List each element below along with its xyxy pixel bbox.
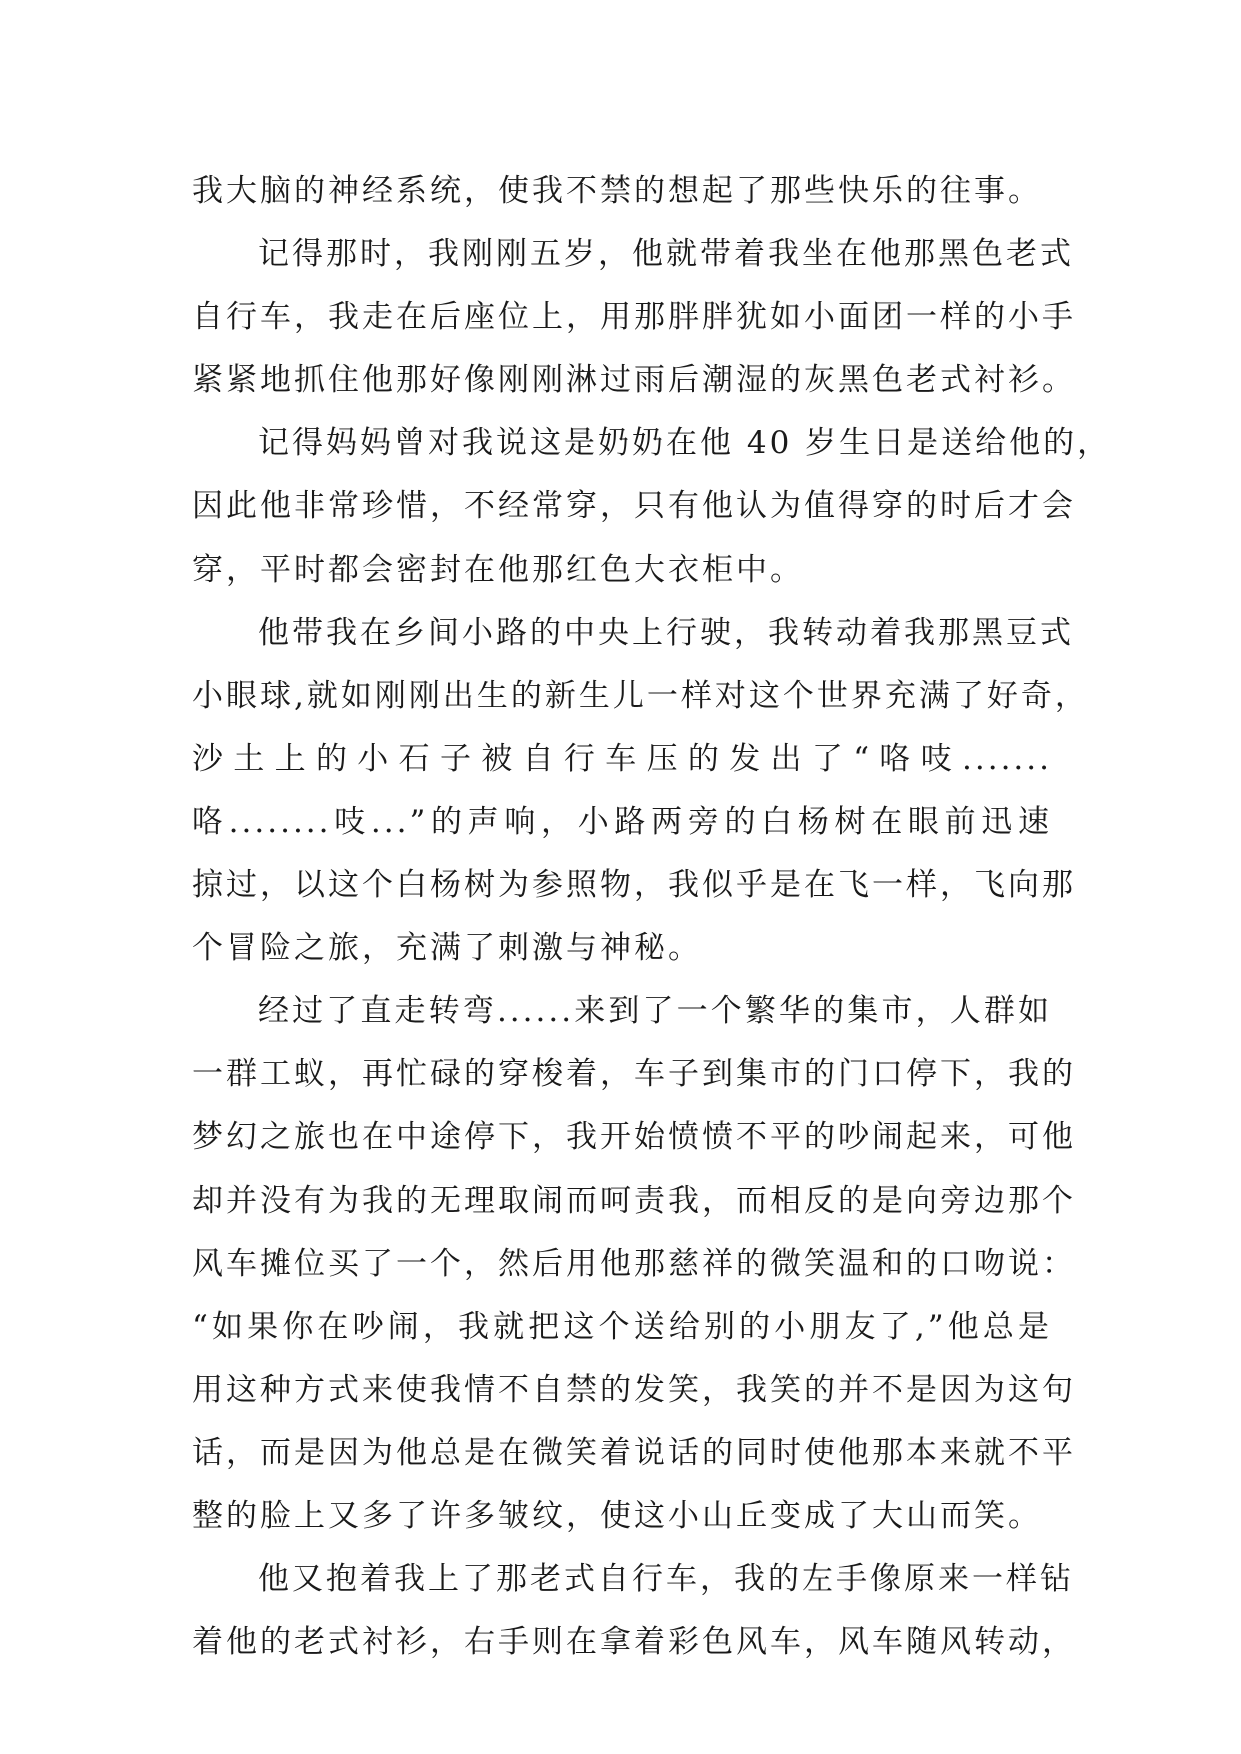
text-line: 他带我在乡间小路的中央上行驶，我转动着我那黑豆式 [258,614,1074,651]
text-line: 风车摊位买了一个，然后用他那慈祥的微笑温和的口吻说： [192,1245,1076,1282]
text-line: 整的脸上又多了许多皱纹，使这小山丘变成了大山而笑。 [192,1497,1042,1534]
text-line: 沙土上的小石子被自行车压的发出了“咯吱....... [192,740,1052,777]
text-line: “如果你在吵闹，我就把这个送给别的小朋友了,”他总是 [192,1308,1052,1345]
text-line: 小眼球,就如刚刚出生的新生儿一样对这个世界充满了好奇， [192,677,1089,714]
text-line: 记得那时，我刚刚五岁，他就带着我坐在他那黑色老式 [258,236,1074,273]
text-line: 经过了直走转弯......来到了一个繁华的集市，人群如 [258,993,1052,1030]
text-line: 记得妈妈曾对我说这是奶奶在他 40 岁生日是送给他的， [258,425,1112,462]
text-line: 我大脑的神经系统，使我不禁的想起了那些快乐的往事。 [192,173,1042,209]
text-line: 着他的老式衬衫，右手则在拿着彩色风车，风车随风转动， [192,1624,1076,1661]
text-line: 因此他非常珍惜，不经常穿，只有他认为值得穿的时后才会 [192,488,1076,525]
text-line: 紧紧地抓住他那好像刚刚淋过雨后潮湿的灰黑色老式衬衫。 [192,362,1076,399]
text-line: 个冒险之旅，充满了刺激与神秘。 [192,930,702,967]
text-line: 一群工蚁，再忙碌的穿梭着，车子到集市的门口停下，我的 [192,1056,1076,1093]
text-line: 他又抱着我上了那老式自行车，我的左手像原来一样钻 [258,1561,1074,1598]
text-line: 用这种方式来使我情不自禁的发笑，我笑的并不是因为这句 [192,1371,1076,1408]
text-line: 自行车，我走在后座位上，用那胖胖犹如小面团一样的小手 [192,299,1076,336]
text-line: 梦幻之旅也在中途停下，我开始愤愤不平的吵闹起来，可他 [192,1119,1076,1156]
text-line: 话，而是因为他总是在微笑着说话的同时使他那本来就不平 [192,1434,1076,1471]
text-line: 穿，平时都会密封在他那红色大衣柜中。 [192,551,804,588]
body-text [192,160,1112,1674]
text-line: 掠过，以这个白杨树为参照物，我似乎是在飞一样，飞向那 [192,867,1076,904]
text-line: 咯........吱...”的声响，小路两旁的白杨树在眼前迅速 [192,803,1052,840]
text-line: 却并没有为我的无理取闹而呵责我，而相反的是向旁边那个 [192,1182,1076,1219]
